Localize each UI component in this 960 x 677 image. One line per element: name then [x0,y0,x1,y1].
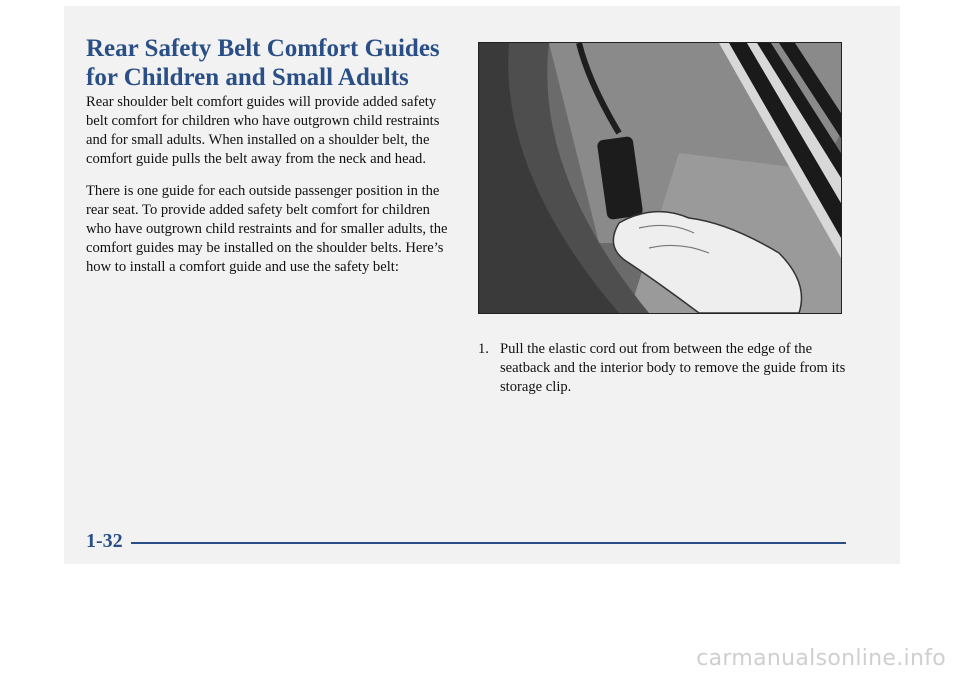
comfort-guide-illustration [478,42,842,314]
step-text: Pull the elastic cord out from between the edge of the seatback and the interior body to remove the guide from its storage clip. [500,341,846,395]
seatback-illustration-icon [479,43,841,313]
watermark: carmanualsonline.info [696,646,946,671]
intro-paragraph: Rear shoulder belt comfort guides will provide added safety belt comfort for children who have outgrown child restraints and for small adults. When installed on a shoulder belt, the comfort guide pulls the belt away from the neck and head. [86,94,440,167]
section-title: Rear Safety Belt Comfort Guides for Children and Small Adults [86,35,440,91]
page-footer [86,526,846,556]
footer-rule [131,542,846,544]
instructions-paragraph: There is one guide for each outside passenger position in the rear seat. To provide added safety belt comfort for children who have outgrown child restraints and for smaller adults, the comfort guides may be installed on the shoulder belts. Here’s how to install a comfort guide and use the safety belt: [86,183,448,275]
step-number: 1. [478,341,489,357]
page-number: 1-32 [86,529,123,552]
step-item [478,340,848,397]
